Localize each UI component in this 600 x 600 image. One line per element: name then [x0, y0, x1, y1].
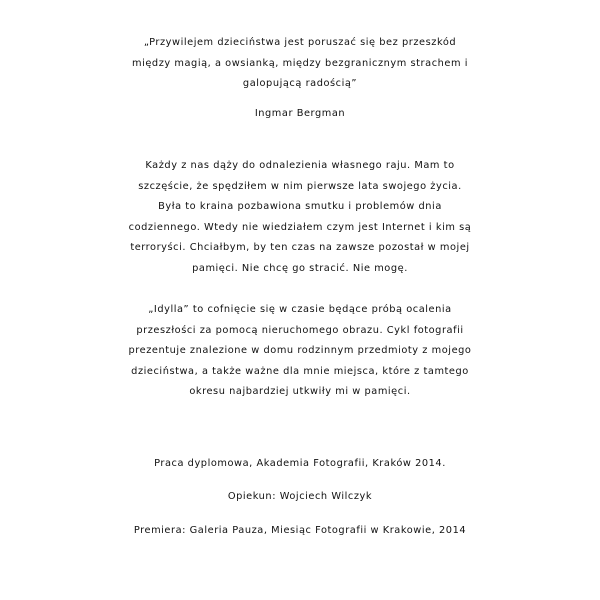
paragraph-line: prezentuje znalezione w domu rodzinnym przedmioty z mojego: [128, 345, 472, 356]
intro-paragraph: [0, 156, 600, 279]
paragraph-line: okresu najbardziej utkwiły mi w pamięci.: [189, 386, 411, 397]
supervisor-credit: Opiekun: Wojciech Wilczyk: [227, 491, 373, 502]
bergman-quote: [0, 33, 600, 95]
quote-line: „Przywilejem dzieciństwa jest poruszać się bez przeszkód: [143, 37, 457, 48]
paragraph-line: Każdy z nas dąży do odnalezienia własnego raju. Mam to: [145, 160, 455, 171]
project-description-paragraph: [0, 300, 600, 403]
quote-line: galopującą radością”: [242, 78, 358, 89]
paragraph-line: szczęście, że spędziłem w nim pierwsze lata swojego życia.: [138, 180, 462, 192]
quote-author: Ingmar Bergman: [254, 108, 346, 119]
thesis-credit: Praca dyplomowa, Akademia Fotografii, Kraków 2014.: [154, 458, 446, 469]
premiere-credit: Premiera: Galeria Pauza, Miesiąc Fotografii w Krakowie, 2014: [133, 525, 467, 536]
paragraph-line: terroryści. Chciałbym, by ten czas na zawsze pozostał w mojej: [130, 242, 470, 253]
paragraph-line: pamięci. Nie chcę go stracić. Nie mogę.: [192, 262, 408, 274]
paragraph-line: codziennego. Wtedy nie wiedziałem czym jest Internet i kim są: [128, 221, 472, 233]
quote-line: między magią, a owsianką, między bezgranicznym strachem i: [131, 57, 468, 69]
paragraph-line: „Idylla” to cofnięcie się w czasie będące próbą ocalenia: [148, 304, 452, 315]
paragraph-line: Była to kraina pozbawiona smutku i problemów dnia: [158, 201, 442, 212]
paragraph-line: dzieciństwa, a także ważne dla mnie miejsca, które z tamtego: [131, 365, 469, 377]
paragraph-line: przeszłości za pomocą nieruchomego obrazu. Cykl fotografii: [136, 324, 464, 336]
